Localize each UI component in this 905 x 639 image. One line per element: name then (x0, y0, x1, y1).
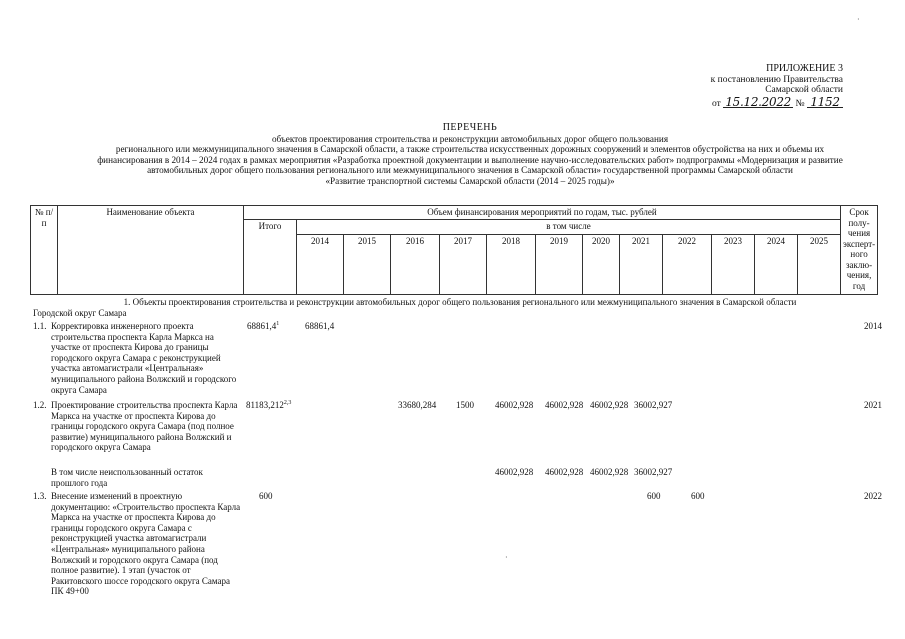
row-name: Проектирование строительства проспекта Карла Маркса на участке от проспекта Кирова до границы городского округа Самара (под полное развитие) муниципального района Волжский и городского округа Самара (51, 400, 238, 453)
date-prefix: от (712, 98, 721, 109)
document-title (40, 123, 900, 187)
row-value-2018: 46002,928 (495, 400, 534, 410)
year-2014: 2014 (297, 235, 344, 295)
row-number: 1.1. (33, 321, 47, 331)
row-deadline: 2014 (864, 321, 882, 331)
year-2016: 2016 (391, 235, 440, 295)
date-value: 15.12.2022 (723, 97, 793, 109)
row-name: В том числе неиспользованный остаток прошлого года (51, 467, 203, 488)
header-including: в том числе (297, 219, 841, 235)
year-2015: 2015 (344, 235, 391, 295)
title-line-3: регионального или межмуниципального значения в Самарской области, а также строительства искусственных дорожных сооружений и элементов обустройства на них и объемы их (115, 144, 825, 155)
row-value-2017: 1500 (456, 400, 474, 410)
header-total: Итого (244, 219, 297, 295)
header-table (30, 205, 878, 295)
year-2023: 2023 (712, 235, 755, 295)
title-line-6: «Развитие транспортной системы Самарской области (2014 – 2025 годы)» (325, 175, 615, 186)
row-value-2014: 68861,4 (305, 321, 335, 331)
title-line-1: ПЕРЕЧЕНЬ (442, 122, 498, 133)
header-volume: Объем финансирования мероприятий по годам, тыс. рублей (244, 206, 841, 220)
year-2017: 2017 (440, 235, 487, 295)
row-value-2020: 46002,928 (590, 467, 629, 477)
number-value: 1152 (807, 97, 843, 109)
row-value-2020: 46002,928 (590, 400, 629, 410)
appendix-heading: ПРИЛОЖЕНИЕ 3 (766, 63, 843, 74)
row-deadline: 2021 (864, 400, 882, 410)
title-line-2: объектов проектирования строительства и реконструкции автомобильных дорог общего пользования (271, 133, 669, 144)
appendix-line-2: Самарской области (765, 85, 843, 95)
row-value-2021: 36002,927 (634, 400, 673, 410)
title-line-4: финансирования в 2014 – 2024 годах в рамках мероприятия «Разработка проектной документации и выполнение научно-исследовательских работ» подпрограммы «Модернизация и развитие (97, 154, 843, 165)
year-2019: 2019 (536, 235, 583, 295)
row-total: 600 (259, 491, 273, 501)
row-value-2018: 46002,928 (495, 467, 534, 477)
row-number: 1.3. (33, 491, 47, 501)
year-2022: 2022 (663, 235, 712, 295)
group-heading: Городской округ Самара (33, 308, 127, 318)
row-total: 68861,4$^1$ (247, 321, 280, 331)
title-line-5: автомобильных дорог общего пользования регионального или межмуниципального значения в Самарской области» государственной программы Самарской области (147, 165, 793, 176)
year-2021: 2021 (620, 235, 663, 295)
appendix-date-line (643, 94, 843, 110)
header-name: Наименование объекта (58, 206, 244, 295)
appendix-block (643, 64, 843, 109)
row-name: Корректировка инженерного проекта строительства проспекта Карла Маркса на участке от проспекта Кирова до границы городского округа Самара с реконструкцией участка автомагистрали «Центральная» муниципального района Волжский и городского округа Самара (51, 321, 237, 395)
row-value-2021: 600 (647, 491, 661, 501)
section-heading: 1. Объекты проектирования строительства и реконструкции автомобильных дорог общего пользования регионального или межмуниципального значения в Самарской области (123, 297, 797, 307)
scan-speck: · (505, 553, 508, 562)
number-prefix: № (795, 98, 805, 109)
scan-speck: · (857, 15, 860, 24)
row-total: 81183,212$^{2,3}$ (246, 400, 292, 410)
year-2018: 2018 (487, 235, 536, 295)
row-value-2019: 46002,928 (545, 467, 584, 477)
row-value-2021: 36002,927 (634, 467, 673, 477)
year-2020: 2020 (583, 235, 620, 295)
header-deadline: Срок полу-чения эксперт-ного заклю-чения, год (841, 206, 878, 295)
row-value-2019: 46002,928 (545, 400, 584, 410)
row-value-2016: 33680,284 (398, 400, 437, 410)
row-deadline: 2022 (864, 491, 882, 501)
row-value-2022: 600 (691, 491, 705, 501)
appendix-line-1: к постановлению Правительства (710, 74, 843, 85)
row-name: Внесение изменений в проектную документацию: «Строительство проспекта Карла Маркса на участке от проспекта Кирова до границы городского округа Самара с реконструкцией участка автомагистрали «Центральная» муниципального района Волжский и городского округа Самара (под полное развитие). 1 этап (участок от Ракитовского шоссе городского округа Самара ПК 49+00 (51, 491, 241, 597)
year-2024: 2024 (755, 235, 798, 295)
header-num: № п/п (31, 206, 58, 295)
row-number: 1.2. (33, 400, 47, 410)
year-2025: 2025 (798, 235, 841, 295)
